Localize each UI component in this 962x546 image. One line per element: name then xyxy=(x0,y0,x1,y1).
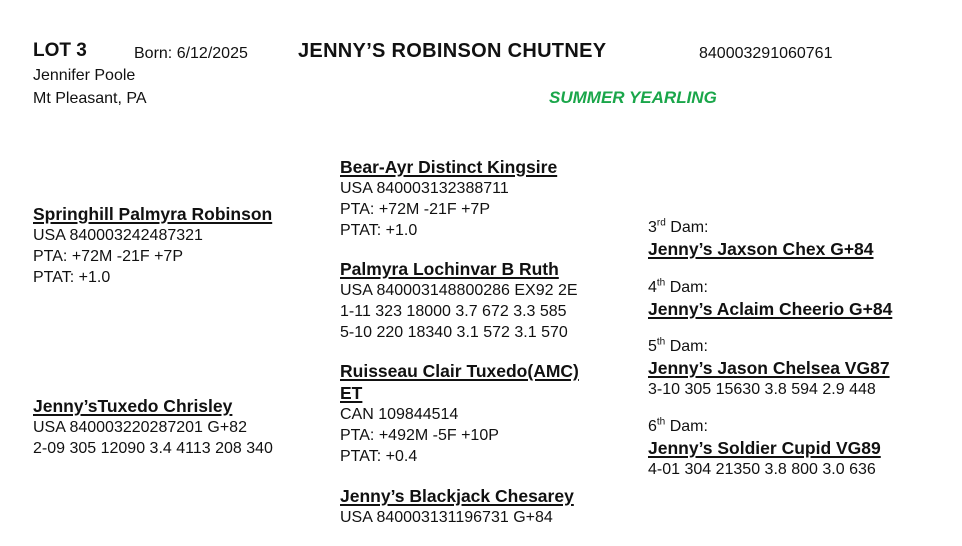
dam-line: 2-09 305 12090 3.4 4113 208 340 xyxy=(33,440,273,457)
animal-name: JENNY’S ROBINSON CHUTNEY xyxy=(298,40,607,62)
dam-name: Jenny’sTuxedo Chrisley xyxy=(33,396,233,416)
sixth-dam-block xyxy=(648,416,881,480)
dam-dam-line: USA 840003131196731 G+84 xyxy=(340,509,553,526)
sire-dam-line: USA 840003148800286 EX92 2E xyxy=(340,282,578,299)
dam-sire-line: PTAT: +0.4 xyxy=(340,448,418,465)
sixth-dam-name: Jenny’s Soldier Cupid VG89 xyxy=(648,438,881,458)
sire-line: USA 840003242487321 xyxy=(33,227,203,244)
sire-sire-line: USA 840003132388711 xyxy=(340,180,509,197)
sire-line: PTAT: +1.0 xyxy=(33,269,111,286)
dam-generation-label: 4th Dam: xyxy=(648,277,708,296)
dam-generation-label: 5th Dam: xyxy=(648,336,708,355)
registration-number: 840003291060761 xyxy=(699,45,833,62)
owner-location: Mt Pleasant, PA xyxy=(33,90,147,107)
dam-sire-line: PTA: +492M -5F +10P xyxy=(340,427,499,444)
dam-sire-name-suffix: ET xyxy=(340,383,363,403)
fourth-dam-name: Jenny’s Aclaim Cheerio G+84 xyxy=(648,299,893,319)
dam-line: USA 840003220287201 G+82 xyxy=(33,419,247,436)
sire-block xyxy=(33,203,272,288)
fifth-dam-block xyxy=(648,336,890,400)
fifth-dam-name: Jenny’s Jason Chelsea VG87 xyxy=(648,358,890,378)
birth-date: Born: 6/12/2025 xyxy=(134,45,248,62)
third-dam-name: Jenny’s Jaxson Chex G+84 xyxy=(648,239,874,259)
owner-name: Jennifer Poole xyxy=(33,67,136,84)
dam-dam-block xyxy=(340,485,574,528)
sire-line: PTA: +72M -21F +7P xyxy=(33,248,183,265)
dam-sire-line: CAN 109844514 xyxy=(340,406,459,423)
sire-dam-line: 1-11 323 18000 3.7 672 3.3 585 xyxy=(340,303,567,320)
dam-sire-name: Ruisseau Clair Tuxedo(AMC) xyxy=(340,361,579,381)
fourth-dam-block xyxy=(648,277,892,320)
dam-generation-label: 3rd Dam: xyxy=(648,217,709,236)
sire-dam-name: Palmyra Lochinvar B Ruth xyxy=(340,259,559,279)
sire-sire-name: Bear-Ayr Distinct Kingsire xyxy=(340,157,558,177)
third-dam-block xyxy=(648,217,874,260)
dam-sire-block xyxy=(340,360,579,467)
sire-dam-block xyxy=(340,258,578,343)
dam-generation-label: 6th Dam: xyxy=(648,416,708,435)
dam-block xyxy=(33,395,273,459)
sire-sire-block xyxy=(340,156,557,241)
sire-sire-line: PTAT: +1.0 xyxy=(340,222,418,239)
sire-dam-line: 5-10 220 18340 3.1 572 3.1 570 xyxy=(340,324,568,341)
lot-number: LOT 3 xyxy=(33,40,87,61)
sixth-dam-record: 4-01 304 21350 3.8 800 3.0 636 xyxy=(648,461,876,478)
fifth-dam-record: 3-10 305 15630 3.8 594 2.9 448 xyxy=(648,381,876,398)
sire-sire-line: PTA: +72M -21F +7P xyxy=(340,201,490,218)
dam-dam-name: Jenny’s Blackjack Chesarey xyxy=(340,486,574,506)
class-label: SUMMER YEARLING xyxy=(549,88,717,107)
sire-name: Springhill Palmyra Robinson xyxy=(33,204,273,224)
